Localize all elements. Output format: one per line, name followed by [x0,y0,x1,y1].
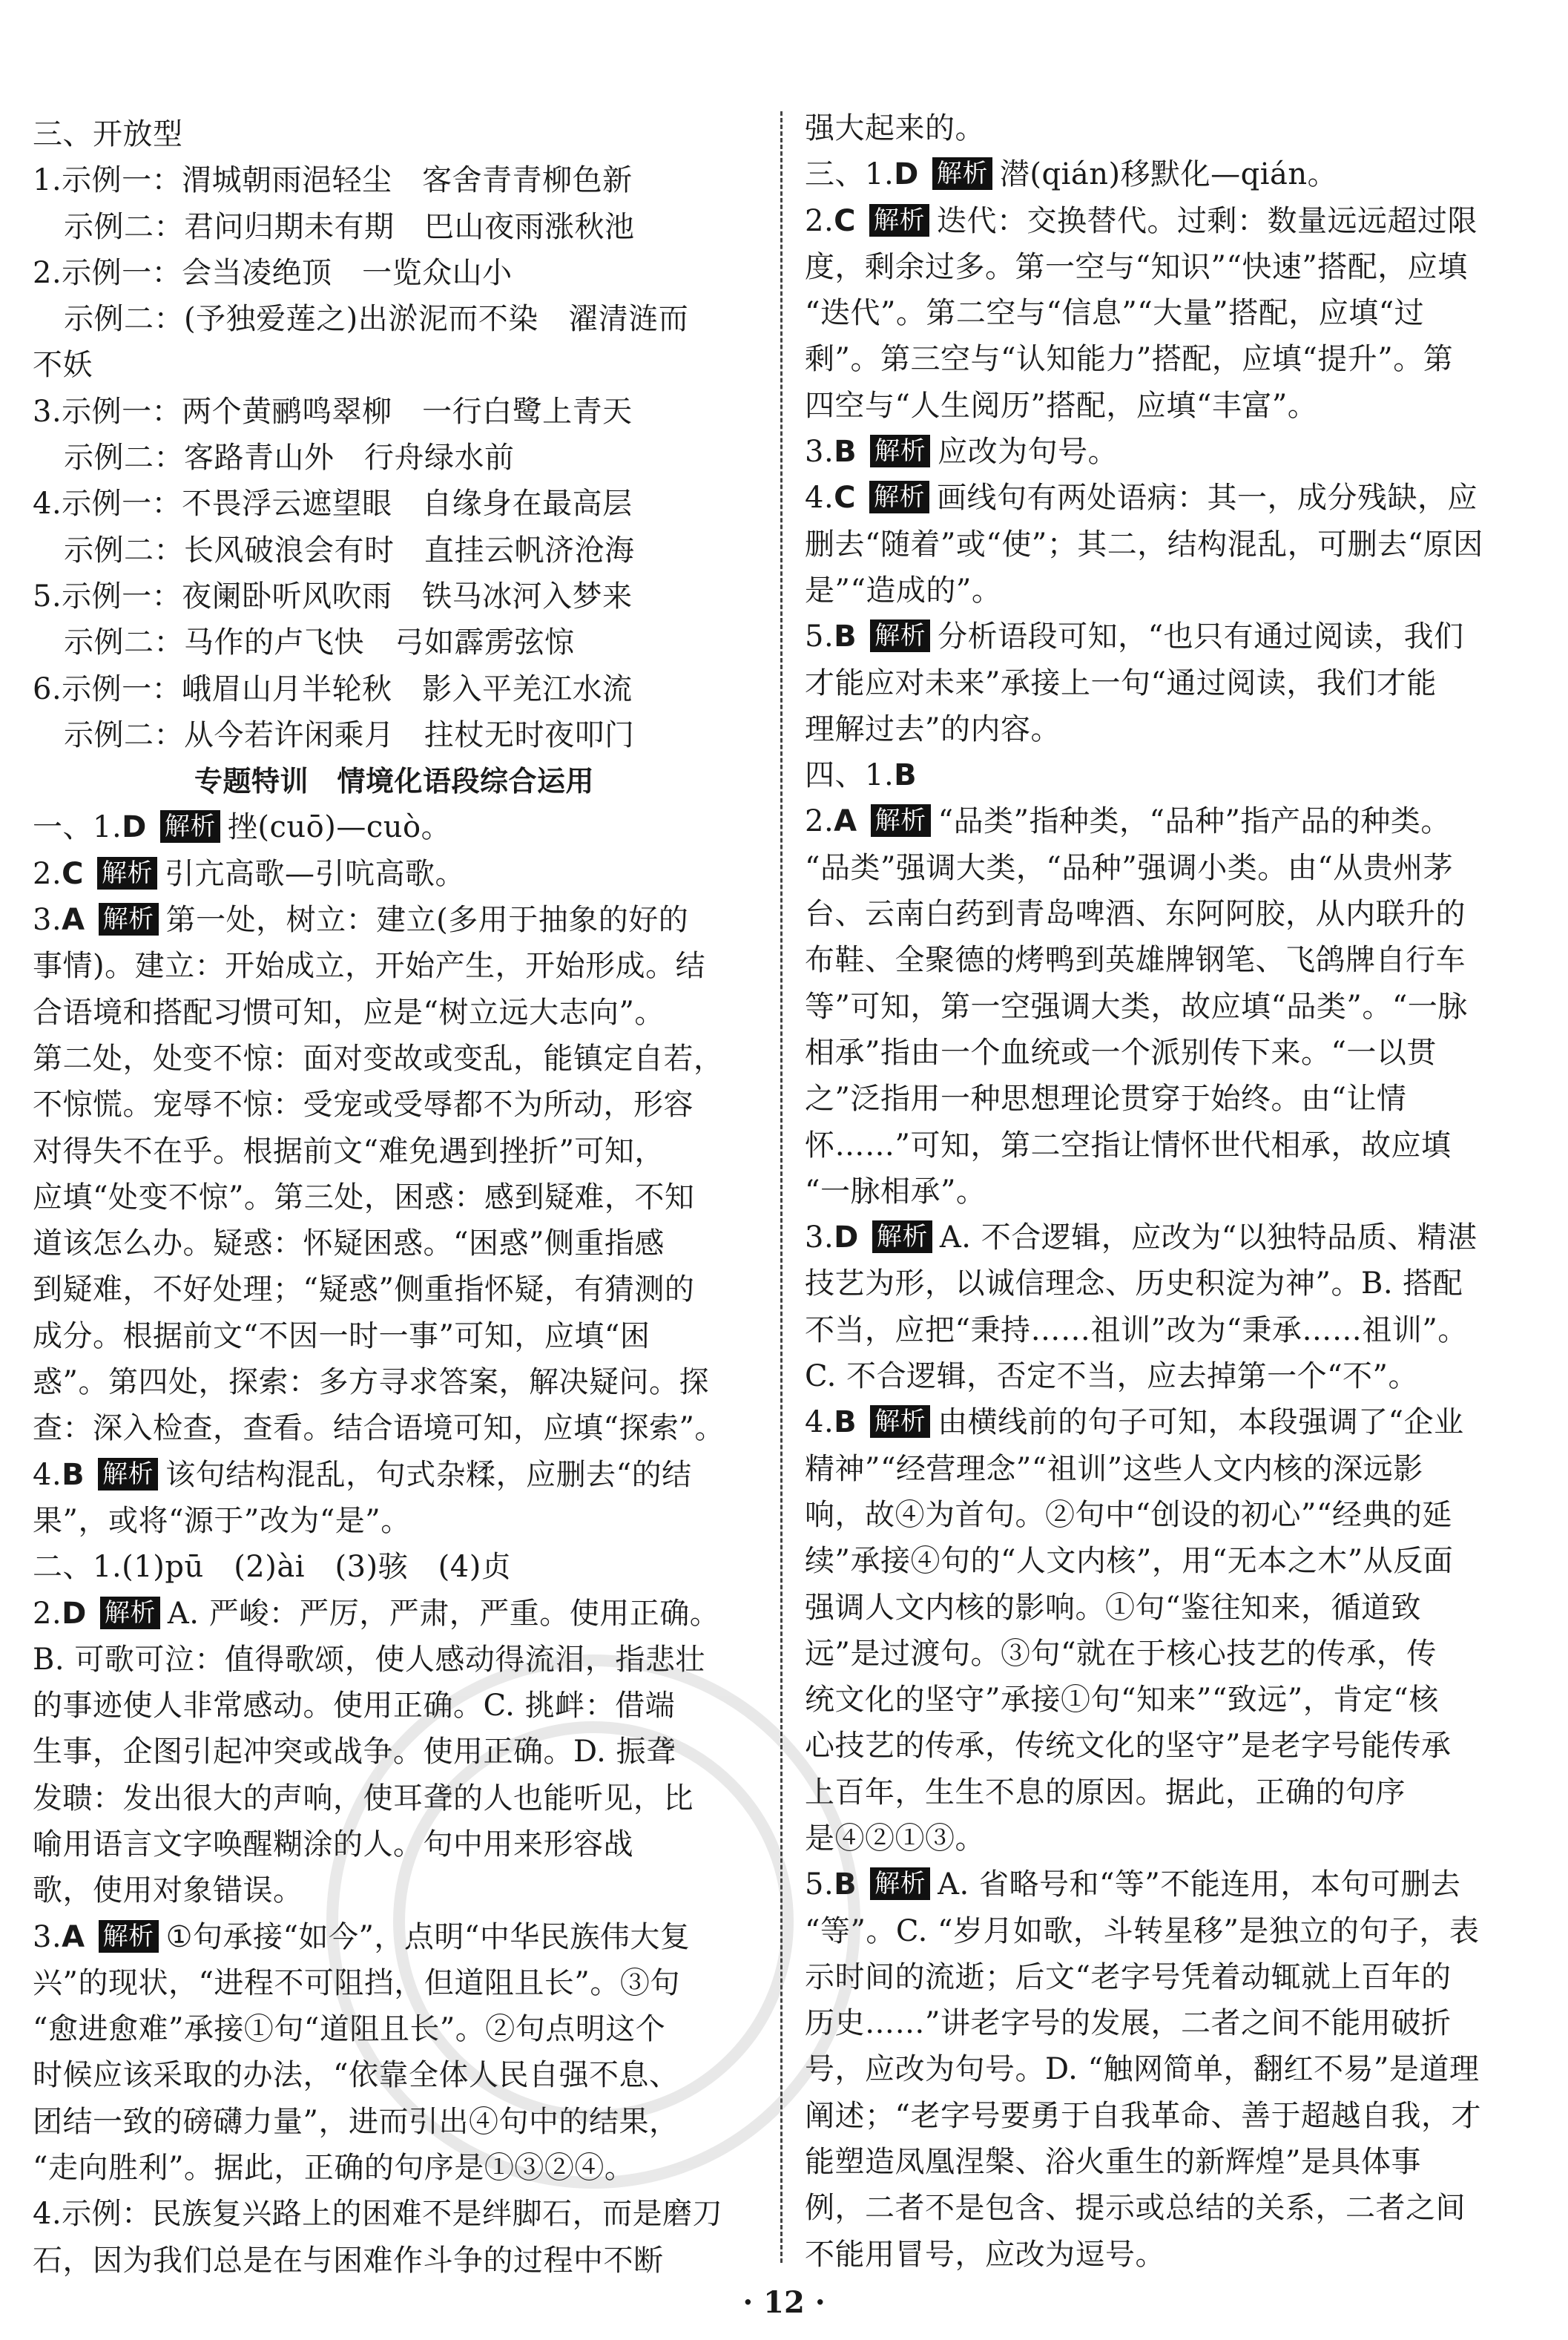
line-text: C. 不合逻辑，否定不当，应去掉第一个“不”。 [805,1359,1419,1394]
text-line [805,937,1539,983]
line-text: 心技艺的传承，传统文化的坚守”是老字号能传承 [805,1729,1452,1764]
line-text: ①句承接“如今”，点明“中华民族伟大复 [165,1919,691,1954]
column-divider [780,111,783,2263]
line-text: B. 可歌可泣：值得歌颂，使人感动得流泪，指悲壮 [33,1642,705,1677]
line-text: 三、开放型 [33,117,183,151]
line-text: “走向胜利”。据此，正确的句序是①③②④。 [33,2151,635,2186]
answer-letter: A [62,903,85,938]
line-text: 示例一：渭城朝雨浥轻尘 客舍青青柳色新 [62,163,633,198]
text-line [33,435,756,481]
line-text: 由横线前的句子可知，本段强调了“企业 [938,1405,1464,1440]
text-line [33,2145,756,2191]
line-text: A. 不合逻辑，应改为“以独特品质、精湛 [939,1220,1478,1255]
item-number: 3. [805,1220,834,1255]
answer-item [33,2191,756,2237]
item-number: 2. [33,1596,62,1631]
line-text: 阐述；“老字号要勇于自我革命、善于超越自我，才 [805,2098,1481,2133]
text-line [805,383,1539,429]
text-line [805,660,1539,706]
line-text: 是④②①③。 [805,1821,985,1856]
line-text: 才能应对未来”承接上一句“通过阅读，我们才能 [805,665,1437,700]
text-line [33,342,756,388]
line-text: 响，故④为首句。②句中“创设的初心”“经典的延 [805,1497,1452,1532]
answer-item [33,250,756,296]
text-line [805,1169,1539,1215]
line-text: 生事，企图引起冲突或战争。使用正确。D. 振聋 [33,1735,676,1769]
line-text: 号，应改为句号。D. “触网简单，翻红不易”是道理 [805,2052,1480,2087]
answer-letter: B [834,1867,857,1902]
line-text: 精神”“经营理念”“祖训”这些人文内核的深远影 [805,1451,1423,1486]
text-line [33,1313,756,1359]
text-line [33,712,756,758]
text-line [33,1220,756,1266]
analysis-tag: 解析 [869,481,929,513]
item-number: 3. [33,394,62,429]
section-title [33,758,756,804]
line-text: 统文化的坚守”承接①句“知来”“致远”，肯定“核 [805,1683,1439,1718]
text-line [33,1405,756,1451]
line-text: 应改为句号。 [938,435,1119,470]
text-line [33,1082,756,1128]
item-number: 二、1. [33,1550,122,1585]
text-line [805,1446,1539,1492]
item-number: 3. [805,435,834,470]
text-line [805,1076,1539,1122]
item-number: 四、1. [805,758,895,793]
line-text: 合语境和搭配习惯可知，应是“树立远大志向”。 [33,995,665,1030]
left-column [33,111,756,2284]
text-line [33,1498,756,1544]
line-text: 示例：民族复兴路上的困难不是绊脚石，而是磨刀 [62,2197,723,2232]
line-text: 事情)。建立：开始成立，开始产生，开始形成。结 [33,949,706,984]
item-number: 2. [805,804,834,839]
line-text: 分析语段可知，“也只有通过阅读，我们 [938,619,1464,654]
text-line [805,845,1539,891]
text-line [33,943,756,989]
line-text: 示例一：两个黄鹂鸣翠柳 一行白鹭上青天 [62,394,633,429]
text-line [33,1128,756,1174]
item-number: 一、1. [33,810,122,845]
item-number: 5. [805,619,834,654]
line-text: 歌，使用对象错误。 [33,1873,303,1908]
analysis-tag: 解析 [869,204,929,237]
line-text: 引亢高歌—引吭高歌。 [165,856,466,891]
item-number: 4. [805,1405,834,1440]
analysis-tag: 解析 [99,903,159,936]
line-text: “愈进愈难”承接①句“道阻且长”。②句点明这个 [33,2012,666,2047]
answer-item [33,1452,756,1498]
answer-letter: A [62,1919,85,1954]
text-line [33,1266,756,1312]
line-text: 例，二者不是包含、提示或总结的关系，二者之间 [805,2191,1466,2226]
text-line [805,891,1539,937]
item-number: 5. [805,1867,834,1902]
text-line [805,1954,1539,2000]
item-number: 4. [805,481,834,516]
line-text: “品类”指种类，“品种”指产品的种类。 [938,804,1451,839]
text-line [805,984,1539,1030]
analysis-tag: 解析 [160,810,220,843]
line-text: 潜(qián)移默化—qián。 [999,157,1338,192]
line-text: 示例二：长风破浪会有时 直挂云帆济沧海 [64,533,635,568]
line-text: 挫(cuō)—cuò。 [227,810,452,845]
text-line [805,1353,1539,1399]
text-line [805,1261,1539,1307]
text-line [805,1677,1539,1723]
answer-letter: B [834,619,857,654]
text-line [805,1307,1539,1353]
line-text: 石，因为我们总是在与困难作斗争的过程中不断 [33,2243,664,2278]
line-text: A. 省略号和“等”不能连用，本句可删去 [938,1867,1461,1902]
text-line [805,2139,1539,2185]
line-text: 示时间的流逝；后文“老字号凭着动辄就上百年的 [805,1959,1452,1994]
answer-item [805,752,1539,798]
answer-item [805,198,1539,244]
text-line [805,522,1539,568]
item-number: 1. [33,163,62,198]
line-text: 的事迹使人非常感动。使用正确。C. 挑衅：借端 [33,1689,676,1723]
answer-item [805,151,1539,197]
answer-item [33,1591,756,1637]
answer-item [805,614,1539,660]
line-text: 度，剩余过多。第一空与“知识”“快速”搭配，应填 [805,249,1468,284]
answer-item [33,666,756,712]
analysis-tag: 解析 [97,857,157,890]
text-line [33,1359,756,1405]
text-line [805,1908,1539,1954]
line-text: 道该怎么办。疑惑：怀疑困惑。“困惑”侧重指感 [33,1226,665,1261]
answer-item [805,429,1539,475]
line-text: 不惊慌。宠辱不惊：受宠或受辱都不为所动，形容 [33,1088,694,1123]
answer-letter: D [62,1596,87,1631]
answer-letter: A [834,804,857,839]
answer-letter: D [894,157,919,192]
analysis-tag: 解析 [871,804,931,837]
line-text: 喻用语言文字唤醒糊涂的人。句中用来形容战 [33,1827,633,1861]
item-number: 2. [33,255,62,290]
text-line [805,568,1539,614]
line-text: 团结一致的磅礴力量”，进而引出④句中的结果， [33,2104,679,2139]
line-text: 专题特训 情境化语段综合运用 [194,765,594,798]
answer-item [33,1544,756,1590]
analysis-tag: 解析 [870,1867,930,1900]
answer-item [33,157,756,203]
answer-item [33,804,756,850]
text-line [805,2000,1539,2046]
answer-letter: B [834,435,857,470]
line-text: 该句结构混乱，句式杂糅，应删去“的结 [165,1457,692,1492]
line-text: 不妖 [33,348,93,383]
line-text: 示例一：峨眉山月半轮秋 影入平羌江水流 [62,671,633,706]
text-line [33,2006,756,2052]
text-line [805,1538,1539,1584]
item-number: 4. [33,487,62,522]
line-text: 示例二：马作的卢飞快 弓如霹雳弦惊 [64,625,575,660]
line-text: 兴”的现状，“进程不可阻挡，但道阻且长”。③句 [33,1965,680,2000]
text-line [33,296,756,342]
answer-item [33,1914,756,1960]
line-text: “一脉相承”。 [805,1174,986,1209]
line-text: 惑”。第四处，探索：多方寻求答案，解决疑问。探 [33,1365,709,1400]
line-text: 成分。根据前文“不因一时一事”可知，应填“困 [33,1318,650,1353]
line-text: 示例二：君问归期未有期 巴山夜雨涨秋池 [64,209,635,244]
answer-letter: B [834,1405,857,1440]
line-text: 强调人文内核的影响。①句“鉴往知来，循道致 [805,1590,1421,1625]
text-line [33,111,756,157]
item-number: 3. [33,903,62,938]
line-text: 不能用冒号，应改为逗号。 [805,2237,1165,2272]
line-text: 对得失不在乎。根据前文“难免遇到挫折”可知， [33,1134,665,1169]
line-text: 查：深入检查，查看。结合语境可知，应填“探索”。 [33,1411,725,1446]
item-number: 2. [805,203,834,238]
answer-item [33,897,756,943]
text-line [33,2099,756,2145]
item-number: 三、1. [805,157,895,192]
answer-letter: D [834,1220,859,1255]
analysis-tag: 解析 [872,1220,932,1253]
answer-item [805,1215,1539,1261]
answer-letter: C [62,856,85,891]
text-line [805,2232,1539,2278]
answer-item [33,389,756,435]
line-text: 台、云南白药到青岛啤酒、东阿阿胶，从内联升的 [805,897,1466,932]
line-text: 历史……”讲老字号的发展，二者之间不能用破折 [805,2006,1452,2041]
answer-item [805,798,1539,844]
text-line [805,336,1539,382]
text-line [33,2052,756,2098]
answer-letter: B [894,758,918,793]
line-text: 第二处，处变不惊：面对变故或变乱，能镇定自若， [33,1041,724,1076]
line-text: 不当，应把“秉持……祖训”改为“秉承……祖训”。 [805,1312,1468,1347]
line-text: 应填“处变不惊”。第三处，困惑：感到疑难，不知 [33,1180,695,1215]
line-text: 第一处，树立：建立(多用于抽象的好的 [165,903,689,938]
answer-item [805,1861,1539,1907]
text-line [33,990,756,1036]
line-text: 示例二：从今若许闲乘月 拄杖无时夜叩门 [64,717,635,752]
item-number: 3. [33,1919,62,1954]
analysis-tag: 解析 [98,1458,158,1491]
analysis-tag: 解析 [100,1597,160,1629]
text-line [805,1123,1539,1169]
line-text: 示例一：会当凌绝顶 一览众山小 [62,255,513,290]
line-text: 怀……”可知，第二空指让情怀世代相承，故应填 [805,1128,1452,1163]
line-text: “迭代”。第二空与“信息”“大量”搭配，应填“过 [805,296,1425,331]
line-text: 果”，或将“源于”改为“是”。 [33,1503,411,1538]
answer-item [33,574,756,619]
analysis-tag: 解析 [870,1405,930,1438]
line-text: 时候应该采取的办法，“依靠全体人民自强不息、 [33,2058,679,2093]
line-text: 删去“随着”或“使”；其二，结构混乱，可删去“原因 [805,527,1483,562]
item-number: 4. [33,2197,62,2232]
text-line [805,1631,1539,1677]
item-number: 2. [33,856,62,891]
line-text: 等”可知，第一空强调大类，故应填“品类”。“一脉 [805,989,1468,1024]
answer-letter: C [834,481,857,516]
page-number: · 12 · [742,2285,826,2320]
analysis-tag: 解析 [870,435,930,467]
text-line [805,2185,1539,2231]
analysis-tag: 解析 [99,1920,159,1953]
text-line [805,2093,1539,2139]
text-line [33,528,756,574]
item-number: 6. [33,671,62,706]
line-text: 到疑难，不好处理；“疑惑”侧重指怀疑，有猜测的 [33,1272,695,1307]
text-line [33,1729,756,1775]
text-line [805,244,1539,290]
answer-letter: C [834,203,857,238]
line-text: 四空与“人生阅历”搭配，应填“丰富”。 [805,388,1318,423]
text-line [33,619,756,665]
text-line [33,204,756,250]
line-text: 之”泛指用一种思想理论贯穿于始终。由“让情 [805,1082,1407,1117]
line-text: “等”。C. “岁月如歌，斗转星移”是独立的句子，表 [805,1913,1480,1948]
text-line [805,1030,1539,1076]
line-text: 发聩：发出很大的声响，使耳聋的人也能听见，比 [33,1781,694,1815]
item-number: 5. [33,579,62,614]
text-line [805,1492,1539,1538]
analysis-tag: 解析 [932,157,992,190]
text-line [805,2046,1539,2092]
line-text: “品类”强调大类，“品种”强调小类。由“从贵州茅 [805,850,1454,885]
answer-item [33,851,756,897]
text-line [805,706,1539,752]
line-text: (1)pū (2)ài (3)骇 (4)贞 [122,1550,512,1585]
line-text: 示例二：客路青山外 行舟绿水前 [64,441,515,476]
text-line [33,1174,756,1220]
text-line [805,105,1539,151]
line-text: 是”“造成的”。 [805,573,1002,608]
text-line [805,1769,1539,1815]
text-line [33,1867,756,1913]
line-text: 剩”。第三空与“认知能力”搭配，应填“提升”。第 [805,342,1454,377]
text-line [33,1775,756,1821]
line-text: 布鞋、全聚德的烤鸭到英雄牌钢笔、飞鸽牌自行车 [805,943,1466,978]
answer-item [805,1399,1539,1445]
line-text: 远”是过渡句。③句“就在于核心技艺的传承，传 [805,1636,1437,1671]
line-text: 相承”指由一个血统或一个派别传下来。“一以贯 [805,1035,1437,1070]
item-number: 4. [33,1457,62,1492]
text-line [805,1723,1539,1769]
text-line [805,1585,1539,1631]
line-text: 强大起来的。 [805,111,985,145]
text-line [33,2238,756,2284]
text-line [805,1815,1539,1861]
text-line [33,1036,756,1082]
answer-item [805,475,1539,521]
line-text: 能塑造凤凰涅槃、浴火重生的新辉煌”是具体事 [805,2145,1421,2180]
line-text: 技艺为形，以诚信理念、历史积淀为神”。B. 搭配 [805,1266,1463,1301]
line-text: 示例二：(予独爱莲之)出淤泥而不染 濯清涟而 [64,302,689,337]
line-text: 画线句有两处语病：其一，成分残缺，应 [937,481,1478,516]
line-text: 续”承接④句的“人文内核”，用“无本之木”从反面 [805,1544,1454,1579]
text-line [33,1821,756,1867]
text-line [805,290,1539,336]
line-text: 迭代：交换替代。过剩：数量远远超过限 [937,203,1478,238]
text-line [33,1637,756,1683]
text-line [33,1960,756,2006]
answer-item [33,481,756,527]
line-text: A. 严峻：严厉，严肃，严重。使用正确。 [167,1596,720,1631]
right-column [805,105,1539,2278]
line-text: 示例一：不畏浮云遮望眼 自缘身在最高层 [62,487,633,522]
line-text: 示例一：夜阑卧听风吹雨 铁马冰河入梦来 [62,579,633,614]
line-text: 理解过去”的内容。 [805,711,1061,746]
text-line [33,1683,756,1729]
line-text: 上百年，生生不息的原因。据此，正确的句序 [805,1775,1406,1810]
analysis-tag: 解析 [870,619,930,652]
answer-letter: D [122,810,147,845]
answer-letter: B [62,1457,85,1492]
